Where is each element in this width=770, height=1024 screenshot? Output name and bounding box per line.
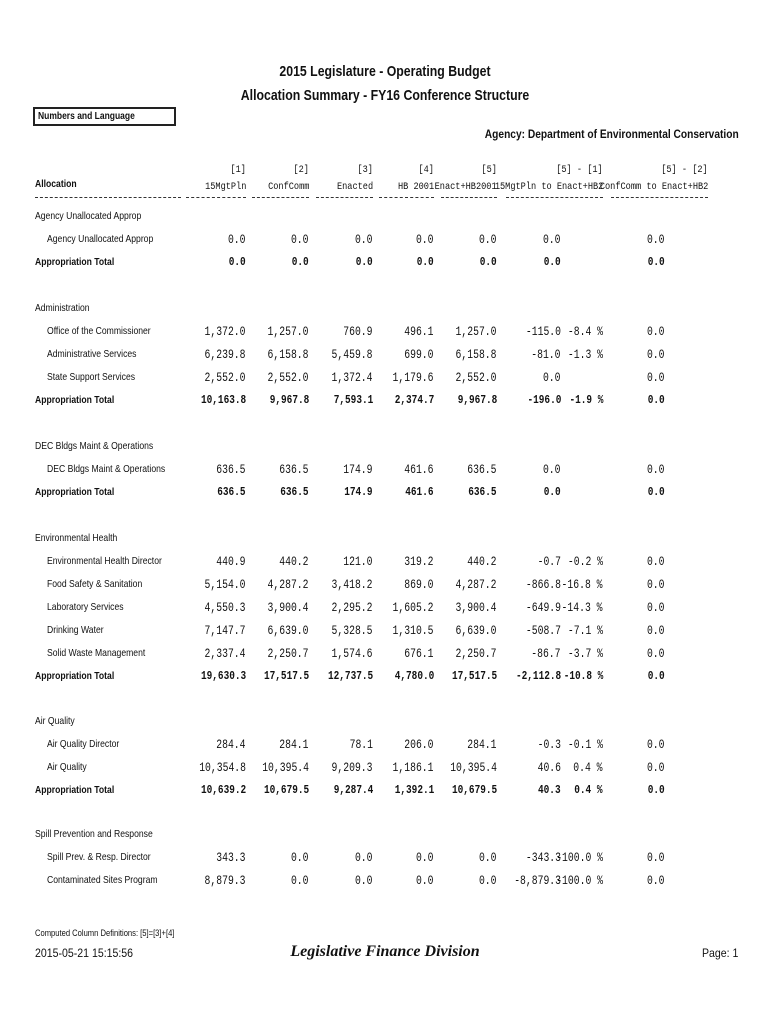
section-header-label: Spill Prevention and Response — [35, 828, 153, 840]
table-cell: 0.0 — [355, 233, 373, 247]
table-row-label: Administrative Services — [47, 348, 137, 360]
table-cell: -343.3 — [525, 851, 561, 865]
total-row — [0, 394, 770, 410]
table-cell: 0.0 — [479, 874, 497, 888]
table-cell: 0.0 — [648, 486, 665, 499]
table-cell: 0.0 — [647, 348, 665, 362]
table-cell: 9,209.3 — [332, 761, 373, 775]
table-cell: -0.1 % — [567, 738, 603, 752]
table-row — [0, 624, 770, 640]
table-cell: 0.0 — [291, 233, 309, 247]
column-header-label: Enact+HB2001 — [434, 181, 497, 193]
table-cell: 78.1 — [349, 738, 373, 752]
table-cell: 10,354.8 — [199, 761, 246, 775]
report-datetime: 2015-05-21 15:15:56 — [35, 946, 134, 960]
table-cell: 636.5 — [217, 486, 246, 499]
allocation-header-rule — [35, 197, 181, 198]
table-cell: -86.7 — [531, 647, 561, 661]
table-cell: 6,158.8 — [456, 348, 497, 362]
table-row-label: Laboratory Services — [47, 601, 124, 613]
table-cell: 284.4 — [216, 738, 246, 752]
table-cell: 496.1 — [404, 325, 434, 339]
table-cell: 206.0 — [404, 738, 434, 752]
section-header-label: Air Quality — [35, 715, 75, 727]
table-row — [0, 601, 770, 617]
table-cell: 0.0 — [228, 233, 246, 247]
table-row-label: State Support Services — [47, 371, 136, 383]
table-cell: 0.0 — [292, 256, 309, 269]
table-row-label: Office of the Commissioner — [47, 325, 151, 337]
table-cell: -7.1 % — [567, 624, 603, 638]
table-cell: -508.7 — [525, 624, 561, 638]
section-header — [0, 828, 770, 844]
total-row — [0, 256, 770, 272]
table-row — [0, 555, 770, 571]
total-row-label: Appropriation Total — [35, 256, 115, 268]
table-cell: 174.9 — [344, 486, 373, 499]
column-header-number: [5] — [481, 164, 497, 176]
table-cell: 0.0 — [356, 256, 373, 269]
column-header-rule — [316, 197, 373, 198]
table-cell: 1,186.1 — [393, 761, 434, 775]
column-header-label: 15MgtPln — [204, 181, 246, 193]
table-cell: 2,374.7 — [394, 394, 434, 407]
total-row-label: Appropriation Total — [35, 784, 115, 796]
table-cell: -3.7 % — [567, 647, 603, 661]
table-cell: 0.0 — [647, 463, 665, 477]
table-cell: 1,257.0 — [268, 325, 309, 339]
table-cell: -8,879.3 — [514, 874, 561, 888]
section-header-label: Agency Unallocated Approp — [35, 210, 142, 222]
table-cell: 0.0 — [229, 256, 246, 269]
table-cell: 0.0 — [416, 233, 434, 247]
table-cell: 1,372.4 — [332, 371, 373, 385]
total-row — [0, 670, 770, 686]
table-cell: 9,967.8 — [269, 394, 309, 407]
table-cell: -10.8 % — [563, 670, 603, 683]
table-cell: 2,552.0 — [205, 371, 246, 385]
table-cell: 0.0 — [647, 874, 665, 888]
table-cell: 9,967.8 — [457, 394, 497, 407]
table-cell: 5,154.0 — [205, 578, 246, 592]
table-cell: 343.3 — [216, 851, 246, 865]
table-cell: 0.0 — [479, 233, 497, 247]
table-cell: 0.0 — [543, 371, 561, 385]
table-cell: 0.0 — [416, 874, 434, 888]
table-cell: 40.3 — [538, 784, 561, 797]
table-cell: -14.3 % — [562, 601, 603, 615]
table-cell: 2,250.7 — [456, 647, 497, 661]
table-cell: 2,552.0 — [456, 371, 497, 385]
table-cell: 2,295.2 — [332, 601, 373, 615]
table-row — [0, 761, 770, 777]
table-cell: -0.7 — [537, 555, 561, 569]
table-row-label: Drinking Water — [47, 624, 104, 636]
table-cell: 0.0 — [648, 670, 665, 683]
table-cell: 10,395.4 — [450, 761, 497, 775]
table-cell: -8.4 % — [567, 325, 603, 339]
table-row — [0, 233, 770, 249]
table-cell: 0.0 — [647, 371, 665, 385]
table-row — [0, 851, 770, 867]
table-row — [0, 371, 770, 387]
table-cell: 0.0 — [416, 851, 434, 865]
total-row-label: Appropriation Total — [35, 670, 115, 682]
table-cell: 0.0 — [648, 256, 665, 269]
table-cell: 10,395.4 — [262, 761, 309, 775]
column-header-rule — [441, 197, 497, 198]
table-cell: 40.6 — [537, 761, 561, 775]
table-cell: 0.0 — [648, 394, 665, 407]
table-cell: 676.1 — [404, 647, 434, 661]
table-cell: 4,780.0 — [394, 670, 434, 683]
table-cell: 440.9 — [216, 555, 246, 569]
section-header-label: Environmental Health — [35, 532, 118, 544]
table-cell: 0.0 — [647, 761, 665, 775]
table-row-label: Environmental Health Director — [47, 555, 162, 567]
table-row-label: Spill Prev. & Resp. Director — [47, 851, 151, 863]
table-cell: 6,639.0 — [456, 624, 497, 638]
column-header-rule — [506, 197, 603, 198]
table-row-label: Contaminated Sites Program — [47, 874, 158, 886]
table-cell: 0.4 % — [574, 784, 603, 797]
table-cell: 869.0 — [404, 578, 434, 592]
table-cell: 5,459.8 — [332, 348, 373, 362]
total-row-label: Appropriation Total — [35, 394, 115, 406]
table-cell: 0.0 — [355, 874, 373, 888]
table-row — [0, 578, 770, 594]
table-cell: 1,372.0 — [205, 325, 246, 339]
table-cell: -16.8 % — [562, 578, 603, 592]
table-cell: 0.0 — [291, 851, 309, 865]
table-cell: 0.0 — [543, 463, 561, 477]
table-cell: 0.0 — [647, 601, 665, 615]
table-cell: 10,163.8 — [200, 394, 246, 407]
table-cell: 0.0 — [647, 738, 665, 752]
column-header-number: [4] — [418, 164, 434, 176]
table-cell: 7,147.7 — [205, 624, 246, 638]
table-cell: 6,639.0 — [268, 624, 309, 638]
section-header-label: Administration — [35, 302, 90, 314]
table-cell: 121.0 — [343, 555, 373, 569]
table-cell: 0.4 % — [573, 761, 603, 775]
table-row-label: Air Quality Director — [47, 738, 120, 750]
computed-column-definitions: Computed Column Definitions: [5]=[3]+[4] — [35, 928, 175, 939]
agency-label: Agency: Department of Environmental Conservation — [485, 127, 739, 141]
table-cell: 0.0 — [355, 851, 373, 865]
column-header-rule — [611, 197, 708, 198]
table-cell: 0.0 — [544, 256, 561, 269]
table-cell: 319.2 — [404, 555, 434, 569]
column-header-rule — [379, 197, 434, 198]
table-cell: 0.0 — [647, 578, 665, 592]
section-header — [0, 210, 770, 226]
table-cell: 8,879.3 — [205, 874, 246, 888]
section-header — [0, 302, 770, 318]
column-header-rule — [252, 197, 309, 198]
table-cell: 0.0 — [480, 256, 497, 269]
table-cell: 636.5 — [216, 463, 246, 477]
section-header-label: DEC Bldgs Maint & Operations — [35, 440, 154, 452]
table-cell: 0.0 — [291, 874, 309, 888]
table-cell: 0.0 — [543, 233, 561, 247]
table-cell: 17,517.5 — [263, 670, 309, 683]
table-cell: -866.8 — [525, 578, 561, 592]
table-cell: 440.2 — [279, 555, 309, 569]
table-cell: 2,552.0 — [268, 371, 309, 385]
column-header-label: Enacted — [336, 181, 373, 193]
table-row — [0, 874, 770, 890]
table-cell: 3,900.4 — [456, 601, 497, 615]
table-cell: 1,257.0 — [456, 325, 497, 339]
column-header-number: [2] — [293, 164, 309, 176]
table-row — [0, 463, 770, 479]
table-cell: -0.3 — [537, 738, 561, 752]
table-cell: 0.0 — [544, 486, 561, 499]
column-header-number: [1] — [230, 164, 246, 176]
table-cell: 12,737.5 — [327, 670, 373, 683]
table-cell: 0.0 — [647, 647, 665, 661]
column-header-number: [3] — [357, 164, 373, 176]
table-cell: -100.0 % — [556, 874, 603, 888]
table-cell: -0.2 % — [567, 555, 603, 569]
table-row-label: DEC Bldgs Maint & Operations — [47, 463, 166, 475]
table-cell: -81.0 — [531, 348, 561, 362]
total-row-label: Appropriation Total — [35, 486, 115, 498]
column-header-number: [5] - [1] — [556, 164, 603, 176]
table-cell: -196.0 — [527, 394, 561, 407]
table-cell: 19,630.3 — [200, 670, 246, 683]
division-name: Legislative Finance Division — [290, 943, 480, 960]
table-cell: 0.0 — [647, 851, 665, 865]
numbers-language-box — [33, 107, 176, 126]
table-cell: 4,550.3 — [205, 601, 246, 615]
table-row-label: Agency Unallocated Approp — [47, 233, 154, 245]
table-row — [0, 647, 770, 663]
table-cell: 0.0 — [479, 851, 497, 865]
column-header-label: 15MgtPln to Enact+HB2 — [494, 181, 603, 193]
table-cell: 636.5 — [467, 463, 497, 477]
table-cell: 461.6 — [405, 486, 434, 499]
table-cell: 636.5 — [279, 463, 309, 477]
table-cell: 3,900.4 — [268, 601, 309, 615]
table-cell: 2,337.4 — [205, 647, 246, 661]
table-cell: -2,112.8 — [515, 670, 561, 683]
total-row — [0, 486, 770, 502]
table-cell: 4,287.2 — [456, 578, 497, 592]
table-cell: 284.1 — [467, 738, 497, 752]
table-cell: -1.3 % — [567, 348, 603, 362]
table-cell: 1,605.2 — [393, 601, 434, 615]
page-number: Page: 1 — [701, 946, 738, 960]
table-cell: 5,328.5 — [332, 624, 373, 638]
table-cell: 10,639.2 — [200, 784, 246, 797]
total-row — [0, 784, 770, 800]
table-cell: 440.2 — [467, 555, 497, 569]
table-cell: 636.5 — [280, 486, 309, 499]
table-cell: 0.0 — [647, 624, 665, 638]
table-cell: 284.1 — [279, 738, 309, 752]
table-cell: 10,679.5 — [451, 784, 497, 797]
column-header-number: [5] - [2] — [661, 164, 708, 176]
table-cell: -115.0 — [525, 325, 561, 339]
table-cell: 3,418.2 — [332, 578, 373, 592]
column-header-label: ConfComm to Enact+HB2 — [599, 181, 708, 193]
table-cell: 17,517.5 — [451, 670, 497, 683]
table-cell: 636.5 — [468, 486, 497, 499]
section-header — [0, 532, 770, 548]
table-row — [0, 348, 770, 364]
table-row — [0, 738, 770, 754]
numbers-language-label: Numbers and Language — [38, 111, 135, 122]
table-row — [0, 325, 770, 341]
column-header-rule — [186, 197, 246, 198]
table-row-label: Solid Waste Management — [47, 647, 146, 659]
table-cell: 461.6 — [404, 463, 434, 477]
table-cell: 1,310.5 — [393, 624, 434, 638]
table-cell: 1,179.6 — [393, 371, 434, 385]
table-cell: -649.9 — [525, 601, 561, 615]
column-header-label: HB 2001 — [397, 181, 434, 193]
table-cell: 1,574.6 — [332, 647, 373, 661]
table-row-label: Food Safety & Sanitation — [47, 578, 143, 590]
table-cell: 699.0 — [404, 348, 434, 362]
table-cell: 760.9 — [343, 325, 373, 339]
table-cell: 6,239.8 — [205, 348, 246, 362]
section-header — [0, 440, 770, 456]
table-cell: 1,392.1 — [394, 784, 434, 797]
table-cell: 6,158.8 — [268, 348, 309, 362]
table-cell: -100.0 % — [556, 851, 603, 865]
table-cell: 4,287.2 — [268, 578, 309, 592]
table-cell: 0.0 — [647, 555, 665, 569]
table-cell: 0.0 — [417, 256, 434, 269]
table-cell: 0.0 — [647, 233, 665, 247]
report-title: 2015 Legislature - Operating Budget — [279, 63, 491, 80]
allocation-header: Allocation — [35, 178, 77, 190]
table-cell: 0.0 — [648, 784, 665, 797]
column-header-label: ConfComm — [267, 181, 309, 193]
table-cell: 0.0 — [647, 325, 665, 339]
table-cell: 2,250.7 — [268, 647, 309, 661]
table-cell: 9,287.4 — [333, 784, 373, 797]
table-cell: 7,593.1 — [333, 394, 373, 407]
section-header — [0, 715, 770, 731]
report-subtitle: Allocation Summary - FY16 Conference Structure — [240, 87, 530, 104]
table-row-label: Air Quality — [47, 761, 87, 773]
table-cell: -1.9 % — [569, 394, 603, 407]
table-cell: 174.9 — [343, 463, 373, 477]
table-cell: 10,679.5 — [263, 784, 309, 797]
